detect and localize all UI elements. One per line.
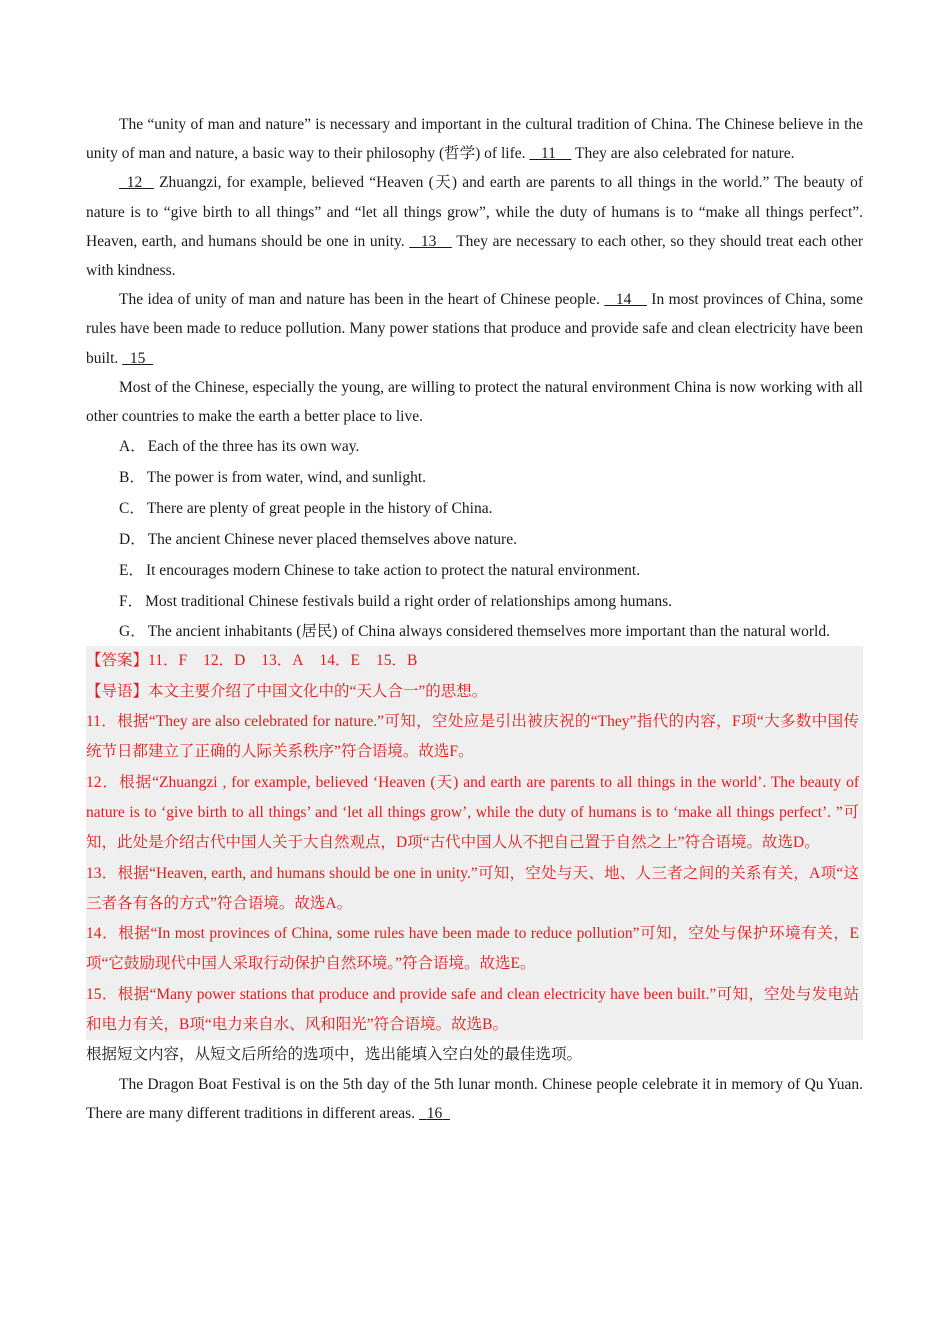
answer-item: 13．A (261, 652, 304, 670)
option-letter: G． (119, 623, 146, 641)
blank-number: 14 (615, 291, 632, 309)
explanation-14: 14．根据“In most provinces of China, some rules have been made to reduce pollution”可知，空处与保护环境有关，E项“它鼓励现代中国人采取行动保护自然环境。”符合语境。故选E。 (86, 925, 859, 973)
answer-guide: 【导语】本文主要介绍了中国文化中的“天人合一”的思想。 (86, 682, 488, 700)
passage-paragraph-3 (86, 285, 863, 373)
blank-13 (409, 227, 452, 256)
explanation-13: 13．根据“Heaven, earth, and humans should be one in unity.”可知，空处与天、地、人三者之间的关系有关，A项“这三者各有各的方式”符合语境。故选A。 (86, 864, 859, 912)
answer-item: 14．E (319, 652, 360, 670)
option-text: The power is from water, wind, and sunlight. (146, 469, 427, 487)
option-g (86, 617, 863, 646)
option-text: The ancient Chinese never placed themselves above nature. (147, 531, 517, 549)
passage-paragraph-4: Most of the Chinese, especially the young, are willing to protect the natural environment China is now working with all other countries to make the earth a better place to live. (86, 378, 863, 426)
blank-12 (119, 168, 154, 197)
blank-number: 16 (426, 1105, 443, 1122)
passage-text: The idea of unity of man and nature has been in the heart of Chinese people. (119, 291, 600, 309)
blank-15 (122, 344, 153, 373)
document-page (86, 110, 863, 1128)
answer-line (86, 646, 859, 676)
blank-number: 13 (420, 232, 437, 250)
option-letter: C． (119, 500, 145, 518)
passage-text: The “unity of man and nature” is necessary and important in the cultural tradition of China. The Chinese believe in the unity of man and nature, a basic way to their philosophy (哲学) of life. (86, 116, 863, 163)
option-letter: B． (119, 469, 145, 487)
blank-number: 11 (541, 145, 556, 163)
blank-number: 15 (129, 349, 146, 367)
passage-text: In most provinces of China, some rules have been made to reduce pollution. Many power stations that produce and provide safe and clean electricity have been built. (86, 291, 863, 367)
blank-14 (604, 285, 647, 314)
next-section-instruction: 根据短文内容，从短文后所给的选项中，选出能填入空白处的最佳选项。 (86, 1046, 583, 1064)
answer-item: 12．D (203, 652, 246, 670)
passage-text: They are necessary to each other, so they should treat each other with kindness. (86, 232, 863, 280)
option-text: Most traditional Chinese festivals build a right order of relationships among humans. (145, 593, 673, 611)
next-passage-paragraph-1 (86, 1070, 863, 1128)
option-letter: D． (119, 531, 146, 549)
option-letter: E． (119, 562, 144, 580)
passage-text: The Dragon Boat Festival is on the 5th day of the 5th lunar month. Chinese people celebrate it in memory of Qu Yuan. There are many different traditions in different areas. (86, 1075, 863, 1122)
option-f (86, 586, 863, 617)
option-b (86, 462, 863, 493)
option-text: There are plenty of great people in the history of China. (146, 500, 493, 518)
explanation-12: 12．根据“Zhuangzi , for example, believed ‘Heaven (天) and earth are parents to all things in the world’. The beauty of nature is to ‘give birth to all things’ and ‘let all things grow’, while the duty of humans is to ‘make all things perfect’. ”可知，此处是介绍古代中国人关于大自然观点，D项“古代中国人从不把自己置于自然之上”符合语境。故选D。 (86, 773, 859, 852)
passage-text: Zhuangzi, for example, believed “Heaven (天) and earth are parents to all things in the world.” The beauty of nature is to “give birth to all things” and “let all things grow”, while the duty of humans is to “make all things perfect”. Heaven, earth, and humans should be one in unity. (86, 174, 863, 250)
answer-section (86, 646, 863, 1040)
explanation-11: 11．根据“They are also celebrated for nature.”可知，空处应是引出被庆祝的“They”指代的内容，F项“大多数中国传统节日都建立了正确的人际关系秩序”符合语境。故选F。 (86, 713, 859, 761)
option-text: The ancient inhabitants (居民) of China always considered themselves more important than the natural world. (147, 623, 830, 641)
answer-item: 15．B (375, 652, 418, 670)
blank-number: 12 (126, 174, 143, 192)
option-text: Each of the three has its own way. (147, 438, 360, 456)
option-text: It encourages modern Chinese to take action to protect the natural environment. (145, 562, 641, 580)
passage-text: They are also celebrated for nature. (575, 145, 795, 163)
passage-paragraph-1 (86, 110, 863, 168)
answer-label: 【答案】 (86, 652, 149, 670)
option-a (86, 431, 863, 462)
option-letter: A． (119, 438, 146, 456)
option-e (86, 555, 863, 586)
option-d (86, 524, 863, 555)
explanation-15: 15．根据“Many power stations that produce and provide safe and clean electricity have been built.”可知，空处与发电站和电力有关，B项“电力来自水、风和阳光”符合语境。故选B。 (86, 985, 859, 1033)
options-list (86, 431, 863, 646)
blank-16 (419, 1099, 450, 1128)
passage-paragraph-2 (86, 168, 863, 285)
option-letter: F． (119, 593, 144, 611)
option-c (86, 493, 863, 524)
answer-item: 11．F (148, 652, 188, 670)
blank-11 (529, 139, 571, 168)
